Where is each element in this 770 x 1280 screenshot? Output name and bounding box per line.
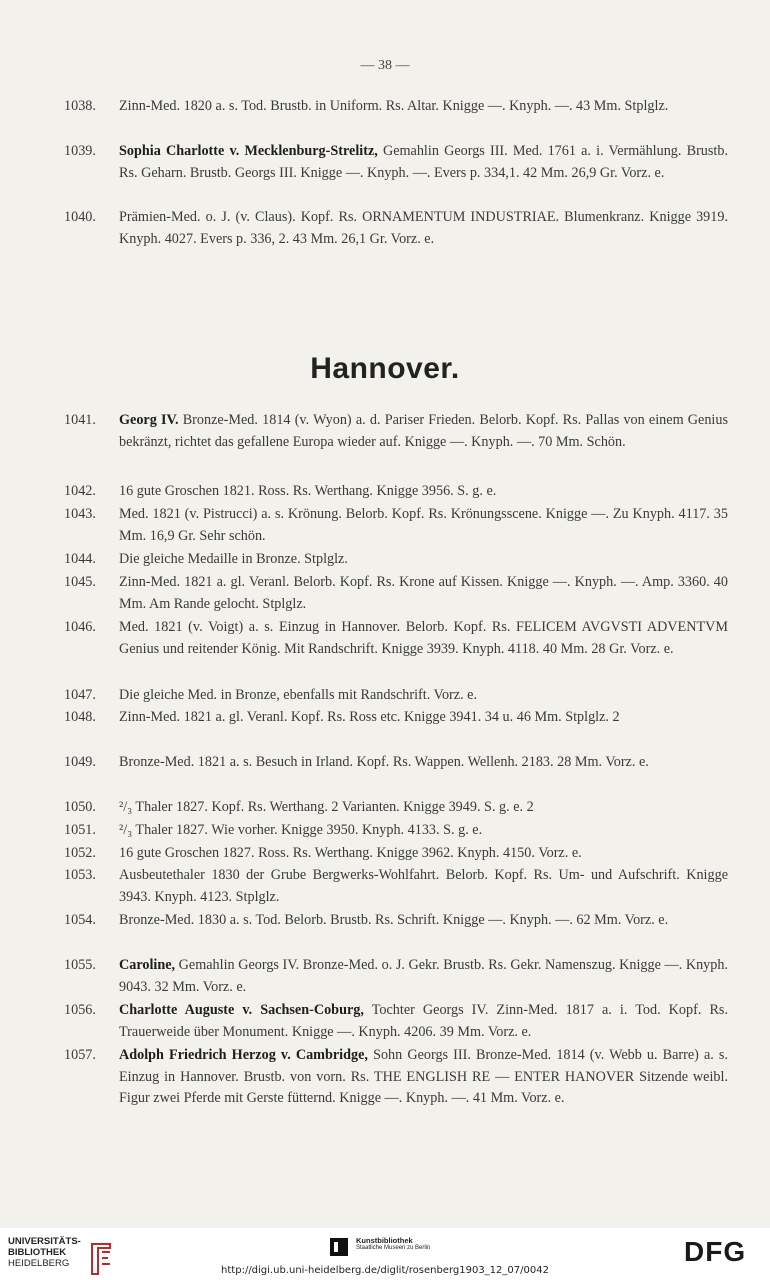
entry-text: Bronze-Med. 1821 a. s. Besuch in Irland. Kopf. Rs. Wappen. Wellenh. 2183. 28 Mm. Vorz. e. [119, 754, 649, 770]
entry-name: Caroline, [119, 957, 176, 973]
entry-text: Bronze-Med. 1814 (v. Wyon) a. d. Pariser Frieden. Belorb. Kopf. Rs. Pallas von einem Genius bekränzt, richtet das gefallene Europa wieder auf. Knigge —. Knyph. —. 70 Mm. Schön. [119, 412, 728, 450]
catalog-entry [64, 843, 728, 865]
catalog-entry [64, 955, 728, 998]
university-library-logo: UNIVERSITÄTS- BIBLIOTHEK HEIDELBERG [8, 1236, 81, 1269]
entry-text: Sohn Georgs III. Bronze-Med. 1814 (v. Webb u. Barre) a. s. Einzug in Hannover. Brustb. von vorn. Rs. THE ENGLISH RE — ENTER HANOVER Sitzende weibl. Figur zwei Pferde mit Gerste fütternd. Knigge —. Knyph. —. 41 Mm. Vorz. e. [119, 1047, 728, 1106]
catalog-entry [64, 910, 728, 932]
catalog-entry [64, 1045, 728, 1110]
entry-number: 1038. [64, 98, 96, 114]
entry-number: 1041. [64, 412, 96, 428]
entry-number: 1055. [64, 957, 96, 973]
section-title: Hannover. [310, 352, 460, 385]
entry-name: Charlotte Auguste v. Sachsen-Coburg, [119, 1002, 364, 1018]
catalog-entry [64, 572, 728, 615]
entry-number: 1054. [64, 912, 96, 928]
catalog-entry [64, 797, 728, 819]
entry-number: 1057. [64, 1047, 96, 1063]
entry-number: 1039. [64, 143, 96, 159]
catalog-entry [64, 752, 728, 774]
catalog-entry [64, 504, 728, 547]
entry-text: Med. 1821 (v. Voigt) a. s. Einzug in Hannover. Belorb. Kopf. Rs. FELICEM AVGVSTI ADVENTVM Genius und reitender König. Mit Randschrift. Knigge 3939. Knyph. 4118. 40 Mm. 28 Gr. Vorz. e. [119, 619, 728, 657]
entry-number: 1040. [64, 209, 96, 225]
kb-subtitle: Staatliche Museen zu Berlin [356, 1245, 431, 1251]
entry-number: 1046. [64, 619, 96, 635]
entry-number: 1048. [64, 709, 96, 725]
catalog-entry [64, 865, 728, 908]
entry-number: 1044. [64, 551, 96, 567]
dfg-logo: DFG [684, 1236, 747, 1267]
entry-name: Sophia Charlotte v. Mecklenburg-Strelitz, [119, 143, 378, 159]
entry-text: Gemahlin Georgs III. Med. 1761 a. i. Vermählung. Brustb. Rs. Geharn. Brustb. Georgs III. Knigge —. Knyph. —. Evers p. 334,1. 42 Mm. 26,9 Gr. Vorz. e. [119, 143, 728, 181]
entry-text: Ausbeutethaler 1830 der Grube Bergwerks-Wohlfahrt. Belorb. Kopf. Rs. Um- und Aufschrift. Knigge 3943. Knyph. 4123. Stplglz. [119, 867, 728, 905]
kunstbibliothek-icon [330, 1236, 348, 1256]
entry-number: 1049. [64, 754, 96, 770]
entry-name: Adolph Friedrich Herzog v. Cambridge, [119, 1047, 368, 1063]
entry-text: 16 gute Groschen 1821. Ross. Rs. Werthang. Knigge 3956. S. g. e. [119, 483, 497, 499]
entry-text: Gemahlin Georgs IV. Bronze-Med. o. J. Gekr. Brustb. Rs. Gekr. Namenszug. Knigge —. Knyph. 9043. 32 Mm. Vorz. e. [119, 957, 728, 995]
catalog-entry [64, 707, 728, 729]
entry-text: Die gleiche Med. in Bronze, ebenfalls mit Randschrift. Vorz. e. [119, 687, 478, 703]
entry-name: Georg IV. [119, 412, 179, 428]
catalog-entry [64, 617, 728, 660]
entry-text: Die gleiche Medaille in Bronze. Stplglz. [119, 551, 348, 567]
entry-number: 1053. [64, 867, 96, 883]
entry-number: 1052. [64, 845, 96, 861]
catalog-entry [64, 207, 728, 250]
entry-number: 1045. [64, 574, 96, 590]
entry-text: Prämien-Med. o. J. (v. Claus). Kopf. Rs. ORNAMENTUM INDUSTRIAE. Blumenkranz. Knigge 3919. Knyph. 4027. Evers p. 336, 2. 43 Mm. 26,1 Gr. Vorz. e. [119, 209, 728, 247]
catalog-entry [64, 410, 728, 453]
entry-text: 16 gute Groschen 1827. Ross. Rs. Werthang. Knigge 3962. Knyph. 4150. Vorz. e. [119, 845, 582, 861]
catalog-entry [64, 549, 728, 571]
catalog-entry [64, 481, 728, 503]
catalog-entry [64, 685, 728, 707]
catalog-entry [64, 96, 728, 118]
entry-text: Tochter Georgs IV. Zinn-Med. 1817 a. i. Tod. Kopf. Rs. Trauerweide über Monument. Knigge —. Knyph. 4206. 39 Mm. Vorz. e. [119, 1002, 728, 1040]
kb-title: Kunstbibliothek [356, 1236, 413, 1245]
entry-number: 1051. [64, 822, 96, 838]
entry-text: ²/₃ Thaler 1827. Wie vorher. Knigge 3950. Knyph. 4133. S. g. e. [119, 822, 483, 838]
catalog-entry [64, 141, 728, 184]
entry-text: ²/₃ Thaler 1827. Kopf. Rs. Werthang. 2 Varianten. Knigge 3949. S. g. e. 2 [119, 799, 534, 815]
entry-number: 1050. [64, 799, 96, 815]
entry-number: 1056. [64, 1002, 96, 1018]
source-url[interactable]: http://digi.ub.uni-heidelberg.de/diglit/rosenberg1903_12_07/0042 [221, 1265, 549, 1276]
page-number: — 38 — [360, 58, 410, 73]
entry-number: 1042. [64, 483, 96, 499]
entry-text: Med. 1821 (v. Pistrucci) a. s. Krönung. Belorb. Kopf. Rs. Krönungsscene. Knigge —. Zu Knyph. 4117. 35 Mm. 16,9 Gr. Sehr schön. [119, 506, 728, 544]
catalog-entry [64, 820, 728, 842]
entry-number: 1043. [64, 506, 96, 522]
entry-text: Bronze-Med. 1830 a. s. Tod. Belorb. Brustb. Rs. Schrift. Knigge —. Knyph. —. 62 Mm. Vorz. e. [119, 912, 669, 928]
entry-text: Zinn-Med. 1820 a. s. Tod. Brustb. in Uniform. Rs. Altar. Knigge —. Knyph. —. 43 Mm. Stplglz. [119, 98, 669, 114]
entry-text: Zinn-Med. 1821 a. gl. Veranl. Kopf. Rs. Ross etc. Knigge 3941. 34 u. 46 Mm. Stplglz. 2 [119, 709, 620, 725]
entry-text: Zinn-Med. 1821 a. gl. Veranl. Belorb. Kopf. Rs. Krone auf Kissen. Knigge —. Knyph. —. Amp. 3360. 40 Mm. Am Rande gelocht. Stplglz. [119, 574, 728, 612]
catalog-entry [64, 1000, 728, 1043]
entry-number: 1047. [64, 687, 96, 703]
